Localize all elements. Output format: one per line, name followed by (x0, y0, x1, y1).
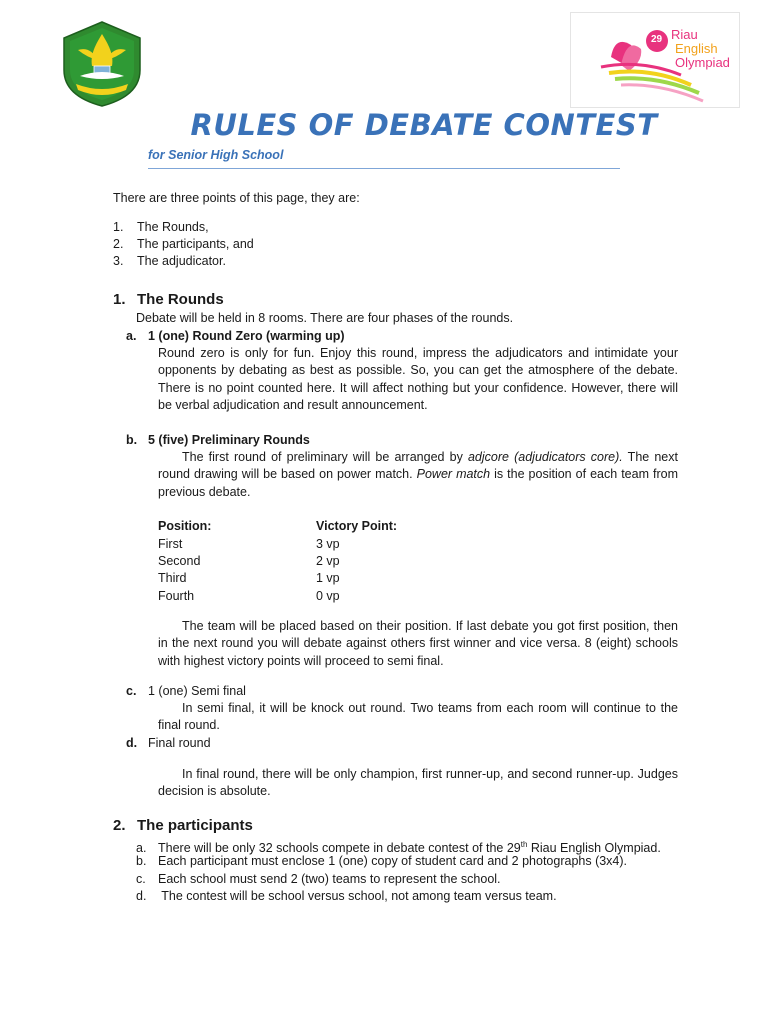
round-b-body (158, 449, 678, 501)
round-d-body: In final round, there will be only champion, first runner-up, and second runner-up. Judges decision is absolute. (158, 767, 678, 799)
vp-row-1-points: 3 vp (316, 537, 340, 551)
round-b-heading (126, 432, 310, 449)
intro-item-3-text: The adjudicator. (137, 254, 226, 268)
intro-item-1-num: 1. (113, 220, 124, 234)
event-logo (570, 12, 740, 108)
round-c-heading (126, 683, 246, 700)
vp-row-3-position: Third (158, 571, 187, 585)
vp-row-1-position: First (158, 537, 183, 551)
participants-item-b-num: b. (136, 854, 147, 868)
round-a-num: a. (126, 329, 137, 343)
round-c-title: 1 (one) Semi final (148, 684, 246, 698)
round-c-body: In semi final, it will be knock out round. Two teams from each room will continue to the final round. (158, 701, 678, 733)
event-logo-line1: Riau (671, 27, 698, 42)
round-b-body-adjcore: adjcore (adjudicators core). (467, 450, 623, 464)
vp-row-3-points: 1 vp (316, 571, 340, 585)
round-d-num: d. (126, 736, 138, 750)
round-b-body-part3: is the position of each team from previous debate. (158, 467, 678, 499)
university-logo-text (60, 20, 61, 21)
participants-item-c (136, 871, 501, 888)
document-title: RULES OF DEBATE CONTEST (190, 108, 658, 142)
vp-row-2-position: Second (158, 554, 201, 568)
section2-heading (113, 817, 253, 834)
participants-item-a-num: a. (136, 841, 147, 856)
vp-row-4-position: Fourth (158, 589, 195, 603)
round-d-heading (126, 735, 211, 752)
participants-item-c-num: c. (136, 872, 146, 886)
intro-item-3 (113, 253, 226, 270)
round-b-body-powermatch: Power match (416, 467, 491, 482)
participants-item-d-num: d. (136, 889, 147, 903)
round-a-heading (126, 328, 345, 345)
vp-header-position: Position: (158, 519, 212, 533)
section1-title: The Rounds (137, 291, 224, 308)
participants-item-d (136, 888, 557, 905)
event-logo-line3: Olympiad (675, 55, 730, 70)
round-b-body-part1: The first round of preliminary will be arranged by (182, 450, 468, 464)
vp-header-points: Victory Point: (316, 519, 398, 533)
vp-row-4-points: 0 vp (316, 589, 340, 603)
participants-item-a-text-end: Riau English Olympiad. (527, 841, 661, 856)
intro-item-1-text: The Rounds, (137, 220, 209, 234)
university-logo (60, 20, 144, 108)
section2-title: The participants (137, 817, 253, 834)
section1-heading (113, 291, 224, 308)
intro-item-2 (113, 236, 254, 253)
intro-item-2-num: 2. (113, 237, 124, 251)
round-b-body-part2: The next round drawing will be based on power match. (158, 450, 678, 482)
intro-item-1 (113, 219, 209, 236)
event-logo-line2: English (675, 41, 718, 56)
intro-lead: There are three points of this page, they are: (113, 191, 360, 205)
vp-row-2-points: 2 vp (316, 554, 340, 568)
participants-item-a-sup: th (520, 840, 528, 849)
round-d-title: Final round (148, 736, 211, 750)
title-underline (148, 168, 620, 169)
round-c-num: c. (126, 684, 137, 698)
document-subtitle: for Senior High School (148, 148, 284, 162)
round-a-body: Round zero is only for fun. Enjoy this round, impress the adjudicators and intimidate your opponents by debating as best as possible. So, you can get the atmosphere of the debate. There is no point counted here. It will affect nothing but your confidence. However, there will be verbal adjudication and result announcement. (158, 346, 678, 413)
round-a-title: 1 (one) Round Zero (warming up) (148, 329, 345, 343)
intro-item-3-num: 3. (113, 254, 124, 268)
section2-num: 2. (113, 817, 126, 834)
participants-item-a-text: There will be only 32 schools compete in debate contest of the 29 (158, 841, 521, 856)
section1-num: 1. (113, 291, 126, 308)
participants-item-c-text: Each school must send 2 (two) teams to represent the school. (158, 872, 501, 886)
round-b-num: b. (126, 433, 138, 447)
participants-item-d-text: The contest will be school versus school, not among team versus team. (158, 889, 557, 903)
intro-item-2-text: The participants, and (137, 237, 254, 251)
round-b-title: 5 (five) Preliminary Rounds (148, 433, 310, 447)
section1-lead: Debate will be held in 8 rooms. There are four phases of the rounds. (136, 311, 514, 325)
round-b-after: The team will be placed based on their position. If last debate you got first position, then in the next round you will debate against others first winner and vice versa. 8 (eight) schools with highest victory points will proceed to semi final. (158, 619, 678, 668)
event-logo-number: 29 (651, 34, 663, 45)
participants-item-b (136, 853, 627, 870)
participants-item-b-text: Each participant must enclose 1 (one) copy of student card and 2 photographs (3x4). (158, 854, 628, 868)
